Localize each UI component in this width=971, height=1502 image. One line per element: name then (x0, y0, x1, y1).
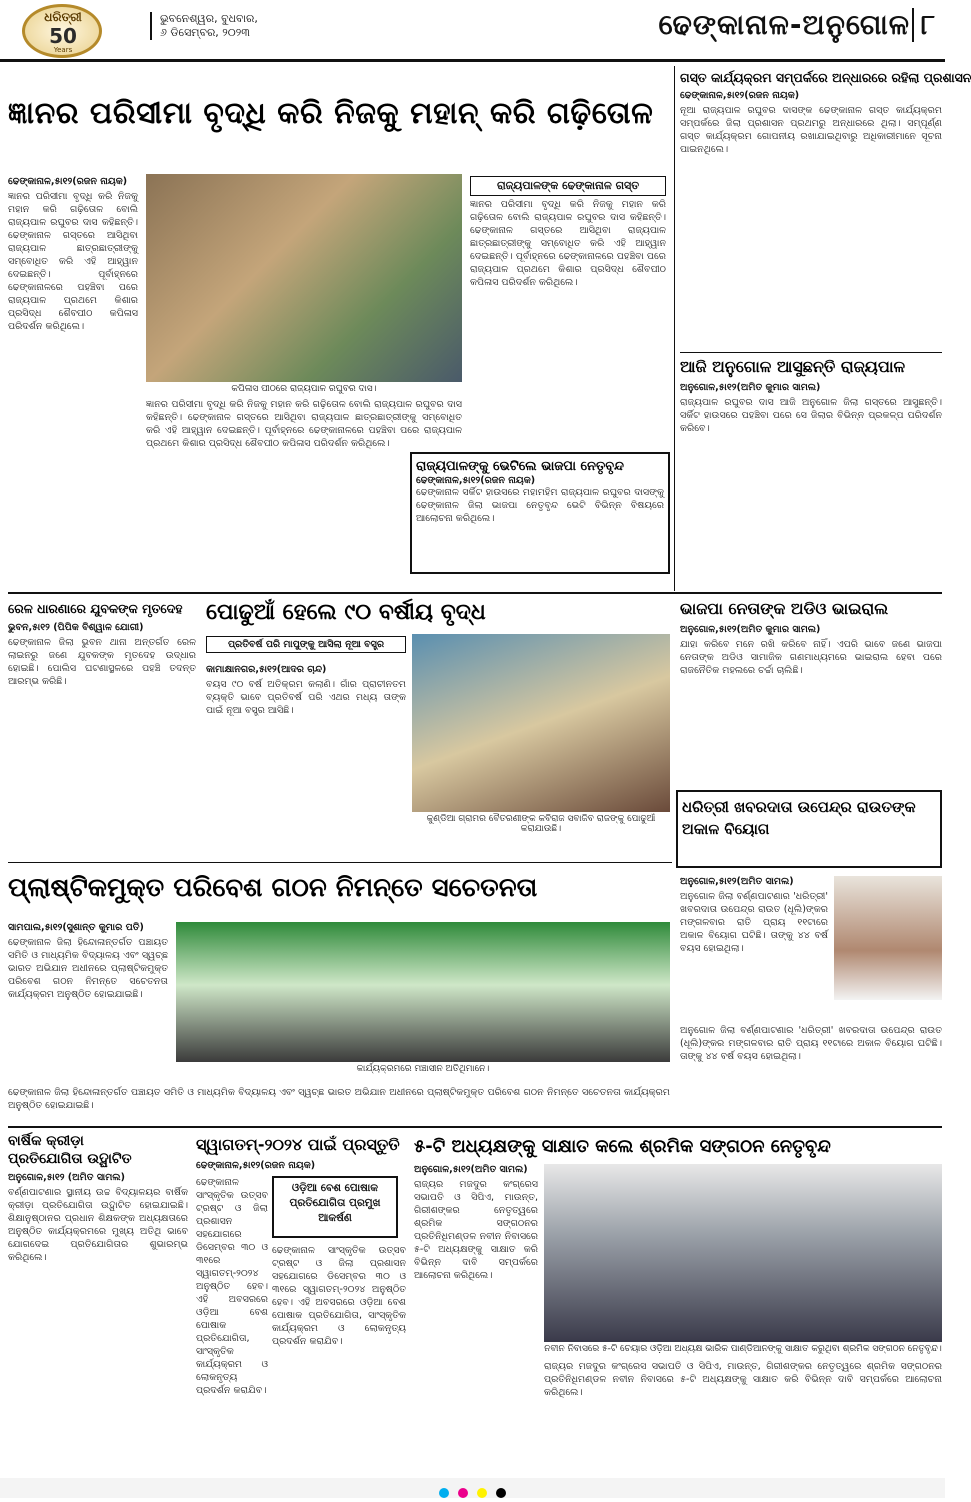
welcome-body-continued: ଢେଙ୍କାନାଳ ସାଂସ୍କୃତିକ ଉତ୍ସବ ଟ୍ରଷ୍ଟ ଓ ଜିଲା ପ୍ରଶାସନ ସହଯୋଗରେ ଡିସେମ୍ବର ୩୦ ଓ ୩୧ରେ ସ୍ୱାଗତମ୍-୨୦୨୪ ଅନୁଷ୍ଠିତ ହେବ। ଏହି ଅବସରରେ ଓଡ଼ିଆ ବେଶ ପୋଷାକ ପ୍ରତିଯୋଗିତା, ସାଂସ୍କୃତିକ କାର୍ଯ୍ୟକ୍ରମ ଓ ଲୋକନୃତ୍ୟ ପ୍ରଦର୍ଶନ କରାଯିବ। (272, 1245, 406, 1347)
obituary-portrait[interactable] (834, 876, 942, 1000)
tour-story-headline[interactable]: ଗସ୍ତ କାର୍ଯ୍ୟକ୍ରମ ସମ୍ପର୍କରେ ଅନ୍ଧାରରେ ରହିଲା ପ୍ରଶାସନ (680, 70, 971, 85)
elder-story-photo[interactable] (412, 634, 670, 812)
elder-story-body: ବୟସ ୯୦ ବର୍ଷ ଅତିକ୍ରମ କଲାଣି। ଗାଁର ପ୍ରାଚୀନତମ ବ୍ୟକ୍ତି ଭାବେ ପ୍ରତିବର୍ଷ ପରି ଏଥର ମଧ୍ୟ ତାଙ୍କ ପାଇଁ ନୂଆ ବସ୍ତ୍ର ଆସିଛି। (206, 679, 406, 716)
black-mark-icon (496, 1488, 506, 1498)
lead-story-body-continued: ଜ୍ଞାନର ପରିସୀମା ବୃଦ୍ଧି କରି ନିଜକୁ ମହାନ କରି ଗଢ଼ିତୋଳ ବୋଲି ରାଜ୍ୟପାଳ ରଘୁବର ଦାସ କହିଛନ୍ତି। ଢେଙ୍କାନାଳ ଗସ୍ତରେ ଆସିଥିବା ରାଜ୍ୟପାଳ ଛାତ୍ରଛାତ୍ରୀଙ୍କୁ ସମ୍ବୋଧିତ କରି ଏହି ଆହ୍ୱାନ ଦେଇଛନ୍ତି। ପୂର୍ବାହ୍ନରେ ଢେଙ୍କାନାଳରେ ପହଞ୍ଚିବା ପରେ ରାଜ୍ୟପାଳ ପ୍ରଥମେ କିଶାର ପ୍ରସିଦ୍ଧ ଶୈବପୀଠ କପିଳାସ ପରିଦର୍ଶନ କରିଥିଲେ। (470, 199, 666, 288)
rail-death-byline: ଭୁବନ,୫ା୧୨ (ପିପିକ ବିଶ୍ୱାଳ ଯୋଗୀ) (8, 622, 144, 633)
newspaper-logo[interactable] (8, 4, 118, 58)
bjp-meet-headline[interactable]: ରାଜ୍ୟପାଳଙ୍କୁ ଭେଟିଲେ ଭାଜପା ନେତୃବୃନ୍ଦ (416, 459, 624, 474)
yellow-mark-icon (477, 1488, 487, 1498)
dateline: ଭୁବନେଶ୍ୱର, ବୁଧବାର, ୬ ଡିସେମ୍ବର, ୨୦୨୩ (150, 12, 310, 40)
bjp-audio-byline: ଅନୁଗୋଳ,୫ା୧୨(ଅମିତ କୁମାର ସାମଲ) (680, 624, 821, 635)
elder-story-subhead: ପ୍ରତିବର୍ଷ ପରି ମାପୁଙ୍କୁ ଆସିଲା ନୂଆ ବସ୍ତ୍ର (206, 636, 406, 653)
section-divider (8, 592, 942, 594)
bjp-audio-body: ଯାହା କରିବେ ମନେ ରଖି କରିବେ ନାହିଁ। ଏପରି ଭାବେ ଜଣେ ଭାଜପା ନେତାଙ୍କ ଅଡିଓ ସାମାଜିକ ଗଣମାଧ୍ୟମରେ ଭାଇରାଲ ହେବା ପରେ ରାଜନୈତିକ ମହଲରେ ଚର୍ଚ୍ଚା ଚାଲିଛି। (680, 639, 942, 676)
magenta-mark-icon (458, 1488, 468, 1498)
welcome-subhead: ଓଡ଼ିଆ ବେଶ ପୋଷାକ ପ୍ରତିଯୋଗିତା ପ୍ରମୁଖ ଆକର୍ଷଣ (272, 1176, 398, 1238)
labour-body-continued: ରାଜ୍ୟର ମଜଦୁର କଂଗ୍ରେସ ସଭାପତି ଓ ସିପିଏ, ମାଉନ୍ତ, ଗିରୀଶଙ୍କର ନେତୃତ୍ୱରେ ଶ୍ରମିକ ସଙ୍ଗଠନର ପ୍ରତିନିଧିମଣ୍ଡଳ ନବୀନ ନିବାସରେ ୫-ଟି ଅଧ୍ୟକ୍ଷଙ୍କୁ ସାକ୍ଷାତ କରି ବିଭିନ୍ନ ଦାବି ସମ୍ପର୍କରେ ଆଲୋଚନା କରିଥିଲେ। (544, 1361, 942, 1398)
brand-name: ଧରିତ୍ରୀ (44, 10, 82, 24)
lead-headline[interactable]: ଜ୍ଞାନର ପରିସୀମା ବୃଦ୍ଧି କରି ନିଜକୁ ମହାନ୍ କରି ଗଢ଼ିତୋଳ (8, 96, 654, 131)
sports-headline-line1[interactable]: ବାର୍ଷିକ କ୍ରୀଡ଼ା (8, 1133, 84, 1149)
column-divider (674, 66, 675, 591)
plastic-story-body: ଢେଙ୍କାନାଳ ଜିଲା ହିନ୍ଦୋଳାନ୍ତର୍ଗତ ପଞ୍ଚାୟତ ସମିତି ଓ ମାଧ୍ୟମିକ ବିଦ୍ୟାଳୟ ଏବଂ ସ୍ୱଚ୍ଛ ଭାରତ ଅଭିଯାନ ଅଧୀନରେ ପ୍ଲାଷ୍ଟିକମୁକ୍ତ ପରିବେଶ ଗଠନ ନିମନ୍ତେ ସଚେତନତା କାର୍ଯ୍ୟକ୍ରମ ଅନୁଷ୍ଠିତ ହୋଇଯାଇଛି। (8, 937, 168, 1000)
obituary-body: ଅନୁଗୋଳ ଜିଲା ବର୍ଣ୍ଣପାଟଣାର 'ଧରିତ୍ରୀ' ଖବରଦାତା ଉପେନ୍ଦ୍ର ରାଉତ (ଧୂଲି)ଙ୍କର ମଙ୍ଗଳବାର ରାତି ପ୍ରାୟ ୧୧ଟାରେ ଅକାଳ ବିୟୋଗ ଘଟିଛି। ତାଙ୍କୁ ୪୪ ବର୍ଷ ବୟସ ହୋଇଥିଲା। (680, 891, 828, 954)
tour-story-byline: ଢେଙ୍କାନାଳ,୫ା୧୨(ରଜନ ନାୟକ) (680, 90, 800, 101)
obituary-headline-box (676, 790, 942, 868)
sports-headline-line2[interactable]: ପ୍ରତିଯୋଗିତା ଉଦ୍ଘାଟିତ (8, 1151, 132, 1167)
angul-visit-headline[interactable]: ଆଜି ଅନୁଗୋଳ ଆସୁଛନ୍ତି ରାଜ୍ୟପାଳ (680, 357, 906, 376)
elder-story-photo-caption: କୁଣ୍ଡିଆ ଗ୍ରାମର ବୈତରଣୀଙ୍କ କବିରାଜ ସବାଜିବ ରାଜଙ୍କୁ ପୋଢୁଆଁ କରାଯାଉଛି। (426, 814, 656, 834)
labour-byline: ଅନୁଗୋଳ,୫ା୧୨(ଅମିତ ସାମଲ) (414, 1164, 528, 1175)
page-number: ୮ (912, 8, 942, 42)
elder-story-headline[interactable]: ପୋଢୁଆଁ ହେଲେ ୯୦ ବର୍ଷୀୟ ବୃଦ୍ଧ (206, 600, 486, 625)
lead-photo-caption: କପିଳାସ ପୀଠରେ ରାଜ୍ୟପାଳ ରଘୁବର ଦାସ। (231, 384, 377, 394)
plastic-story-headline[interactable]: ପ୍ଲାଷ୍ଟିକମୁକ୍ତ ପରିବେଶ ଗଠନ ନିମନ୍ତେ ସଚେତନତା (8, 873, 538, 903)
angul-visit-body: ରାଜ୍ୟପାଳ ରଘୁବର ଦାସ ଆଜି ଅନୁଗୋଳ ଜିଲା ଗସ୍ତରେ ଆସୁଛନ୍ତି। ସର୍କିଟ ହାଉସରେ ପହଞ୍ଚିବା ପରେ ସେ ଜିଲାର ବିଭିନ୍ନ ପ୍ରକଳ୍ପ ପରିଦର୍ଶନ କରିବେ। (680, 397, 942, 434)
obituary-body-continued: ଅନୁଗୋଳ ଜିଲା ବର୍ଣ୍ଣପାଟଣାର 'ଧରିତ୍ରୀ' ଖବରଦାତା ଉପେନ୍ଦ୍ର ରାଉତ (ଧୂଲି)ଙ୍କର ମଙ୍ଗଳବାର ରାତି ପ୍ରାୟ ୧୧ଟାରେ ଅକାଳ ବିୟୋଗ ଘଟିଛି। ତାଙ୍କୁ ୪୪ ବର୍ଷ ବୟସ ହୋଇଥିଲା। (680, 1025, 942, 1062)
angul-visit-byline: ଅନୁଗୋଳ,୫ା୧୨(ଅମିତ କୁମାର ସାମଲ) (680, 382, 821, 393)
sports-body: ବର୍ଣ୍ଣପାଟଣାର ସ୍ଥାନୀୟ ଉଚ୍ଚ ବିଦ୍ୟାଳୟର ବାର୍ଷିକ କ୍ରୀଡ଼ା ପ୍ରତିଯୋଗିତା ଉଦ୍ଘାଟିତ ହୋଇଯାଇଛି। ଶିକ୍ଷାନୁଷ୍ଠାନର ପ୍ରଧାନ ଶିକ୍ଷକଙ୍କ ଅଧ୍ୟକ୍ଷତାରେ ଅନୁଷ୍ଠିତ କାର୍ଯ୍ୟକ୍ରମରେ ମୁଖ୍ୟ ଅତିଥି ଭାବେ ଯୋଗଦେଇ ପ୍ରତିଯୋଗିତାର ଶୁଭାରମ୍ଭ କରିଥିଲେ। (8, 1187, 188, 1263)
rail-death-body: ଢେଙ୍କାନାଳ ଜିଲା ଭୁବନ ଥାନା ଅନ୍ତର୍ଗତ ରେଳ ଲାଇନରୁ ଜଣେ ଯୁବକଙ୍କ ମୃତଦେହ ଉଦ୍ଧାର ହୋଇଛି। ପୋଲିସ ଘଟଣାସ୍ଥଳରେ ପହଞ୍ଚି ତଦନ୍ତ ଆରମ୍ଭ କରିଛି। (8, 637, 196, 687)
welcome-body: ଢେଙ୍କାନାଳ ସାଂସ୍କୃତିକ ଉତ୍ସବ ଟ୍ରଷ୍ଟ ଓ ଜିଲା ପ୍ରଶାସନ ସହଯୋଗରେ ଡିସେମ୍ବର ୩୦ ଓ ୩୧ରେ ସ୍ୱାଗତମ୍-୨୦୨୪ ଅନୁଷ୍ଠିତ ହେବ। ଏହି ଅବସରରେ ଓଡ଼ିଆ ବେଶ ପୋଷାକ ପ୍ରତିଯୋଗିତା, ସାଂସ୍କୃତିକ କାର୍ଯ୍ୟକ୍ରମ ଓ ଲୋକନୃତ୍ୟ ପ୍ରଦର୍ଶନ କରାଯିବ। (196, 1177, 268, 1396)
lead-subhead: ରାଜ୍ୟପାଳଙ୍କ ଢେଙ୍କାନାଳ ଗସ୍ତ (470, 176, 666, 196)
tour-story-body: ନୂଆ ରାଜ୍ୟପାଳ ରଘୁବର ଦାସଙ୍କ ଢେଙ୍କାନାଳ ଗସ୍ତ କାର୍ଯ୍ୟକ୍ରମ ସମ୍ପର୍କରେ ଜିଲା ପ୍ରଶାସନ ପ୍ରଥମରୁ ଅନ୍ଧାରରେ ଥିଲା। ସମ୍ପୂର୍ଣ୍ଣ ଗସ୍ତ କାର୍ଯ୍ୟକ୍ରମ ଗୋପନୀୟ ରଖାଯାଇଥିବାରୁ ଅଧିକାରୀମାନେ ସୂଚନା ପାଇନଥିଲେ। (680, 105, 942, 155)
bjp-meet-box (410, 452, 670, 574)
plastic-story-body-lower: ଢେଙ୍କାନାଳ ଜିଲା ହିନ୍ଦୋଳାନ୍ତର୍ଗତ ପଞ୍ଚାୟତ ସମିତି ଓ ମାଧ୍ୟମିକ ବିଦ୍ୟାଳୟ ଏବଂ ସ୍ୱଚ୍ଛ ଭାରତ ଅଭିଯାନ ଅଧୀନରେ ପ୍ଲାଷ୍ଟିକମୁକ୍ତ ପରିବେଶ ଗଠନ ନିମନ୍ତେ ସଚେତନତା କାର୍ଯ୍ୟକ୍ରମ ଅନୁଷ୍ଠିତ ହୋଇଯାଇଛି। (8, 1087, 670, 1111)
plastic-story-byline: ସାମପାଲ,୫ା୧୨(ସୁଶାନ୍ତ କୁମାର ପତି) (8, 922, 144, 933)
bjp-meet-byline: ଢେଙ୍କାନାଳ,୫ା୧୨(ରଜନ ନାୟକ) (416, 475, 536, 486)
labour-photo[interactable] (544, 1164, 942, 1342)
lead-photo[interactable] (146, 174, 462, 382)
welcome-headline[interactable]: ସ୍ୱାଗତମ୍-୨୦୨୪ ପାଇଁ ପ୍ରସ୍ତୁତି (196, 1135, 400, 1154)
obituary-byline: ଅନୁଗୋଳ,୫ା୧୨(ଅମିତ ସାମଲ) (680, 876, 794, 887)
bjp-audio-headline[interactable]: ଭାଜପା ନେତାଙ୍କ ଅଡିଓ ଭାଇରାଲ (680, 599, 889, 618)
divider (680, 352, 942, 353)
lead-story-byline: ଢେଙ୍କାନାଳ,୫ା୧୨(ରଜନ ନାୟକ) (8, 176, 128, 187)
elder-story-byline: କାମାକ୍ଷାନଗର,୫ା୧୨(ଆଦର ଚାନ୍ଦ) (206, 664, 327, 675)
bjp-meet-body: ଢେଙ୍କାନାଳ ସର୍କିଟ ହାଉସରେ ମହାମହିମ ରାଜ୍ୟପାଳ ରଘୁବର ଦାସଙ୍କୁ ଢେଙ୍କାନାଳ ଜିଲା ଭାଜପା ନେତୃବୃନ୍ଦ ଭେଟି ବିଭିନ୍ନ ବିଷୟରେ ଆଲୋଚନା କରିଥିଲେ। (416, 487, 664, 524)
obituary-headline[interactable]: ଧରିତ୍ରୀ ଖବରଦାତା ଉପେନ୍ଦ୍ର ରାଉତଙ୍କ ଅକାଳ ବିୟୋଗ (682, 798, 916, 838)
anniversary-label: Years (53, 46, 73, 54)
section-divider (8, 1126, 942, 1128)
labour-photo-caption: ନବୀନ ନିବାସରେ ୫-ଟି ଚେୟାର ଓଡ଼ିଆ ଅଧ୍ୟକ୍ଷ ଭାରିକ ପାଣ୍ଡିଆନଙ୍କୁ ସାକ୍ଷାତ କରୁଥିବା ଶ୍ରମିକ ସଙ୍ଗଠନ ନେତୃବୃନ୍ଦ। (544, 1344, 942, 1354)
labour-body: ରାଜ୍ୟର ମଜଦୁର କଂଗ୍ରେସ ସଭାପତି ଓ ସିପିଏ, ମାଉନ୍ତ, ଗିରୀଶଙ୍କର ନେତୃତ୍ୱରେ ଶ୍ରମିକ ସଙ୍ଗଠନର ପ୍ରତିନିଧିମଣ୍ଡଳ ନବୀନ ନିବାସରେ ୫-ଟି ଅଧ୍ୟକ୍ଷଙ୍କୁ ସାକ୍ଷାତ କରି ବିଭିନ୍ନ ଦାବି ସମ୍ପର୍କରେ ଆଲୋଚନା କରିଥିଲେ। (414, 1179, 538, 1281)
sports-byline: ଅନୁଗୋଳ,୫ା୧୨ (ଅମିତ ସାମଲ) (8, 1172, 125, 1183)
plastic-story-photo[interactable] (176, 922, 670, 1062)
plastic-story-photo-caption: କାର୍ଯ୍ୟକ୍ରମରେ ମଞ୍ଚାସୀନ ଅତିଥିମାନେ। (356, 1064, 490, 1074)
labour-headline[interactable]: ୫-ଟି ଅଧ୍ୟକ୍ଷଙ୍କୁ ସାକ୍ଷାତ କଲେ ଶ୍ରମିକ ସଙ୍ଗଠନ ନେତୃବୃନ୍ଦ (414, 1136, 831, 1157)
lead-story-body: ଜ୍ଞାନର ପରିସୀମା ବୃଦ୍ଧି କରି ନିଜକୁ ମହାନ କରି ଗଢ଼ିତୋଳ ବୋଲି ରାଜ୍ୟପାଳ ରଘୁବର ଦାସ କହିଛନ୍ତି। ଢେଙ୍କାନାଳ ଗସ୍ତରେ ଆସିଥିବା ରାଜ୍ୟପାଳ ଛାତ୍ରଛାତ୍ରୀଙ୍କୁ ସମ୍ବୋଧିତ କରି ଏହି ଆହ୍ୱାନ ଦେଇଛନ୍ତି। ପୂର୍ବାହ୍ନରେ ଢେଙ୍କାନାଳରେ ପହଞ୍ଚିବା ପରେ ରାଜ୍ୟପାଳ ପ୍ରଥମେ କିଶାର ପ୍ରସିଦ୍ଧ ଶୈବପୀଠ କପିଳାସ ପରିଦର୍ଶନ କରିଥିଲେ। (8, 191, 138, 332)
welcome-byline: ଢେଙ୍କାନାଳ,୫ା୧୨(ରଜନ ନାୟକ) (196, 1160, 316, 1171)
rail-death-headline[interactable]: ରେଳ ଧାରଣାରେ ଯୁବକଙ୍କ ମୃତଦେହ (8, 601, 183, 616)
page-title: ଢେଙ୍କାନାଳ-ଅନୁଗୋଳ (658, 8, 910, 41)
divider (8, 862, 672, 863)
print-registration-bar (0, 1478, 945, 1498)
lead-story-body-lower: ଜ୍ଞାନର ପରିସୀମା ବୃଦ୍ଧି କରି ନିଜକୁ ମହାନ କରି ଗଢ଼ିତୋଳ ବୋଲି ରାଜ୍ୟପାଳ ରଘୁବର ଦାସ କହିଛନ୍ତି। ଢେଙ୍କାନାଳ ଗସ୍ତରେ ଆସିଥିବା ରାଜ୍ୟପାଳ ଛାତ୍ରଛାତ୍ରୀଙ୍କୁ ସମ୍ବୋଧିତ କରି ଏହି ଆହ୍ୱାନ ଦେଇଛନ୍ତି। ପୂର୍ବାହ୍ନରେ ଢେଙ୍କାନାଳରେ ପହଞ୍ଚିବା ପରେ ରାଜ୍ୟପାଳ ପ୍ରଥମେ କିଶାର ପ୍ରସିଦ୍ଧ ଶୈବପୀଠ କପିଳାସ ପରିଦର୍ଶନ କରିଥିଲେ। (146, 399, 462, 449)
cyan-mark-icon (439, 1488, 449, 1498)
masthead (0, 0, 945, 62)
anniversary-number: 50 (49, 24, 77, 48)
